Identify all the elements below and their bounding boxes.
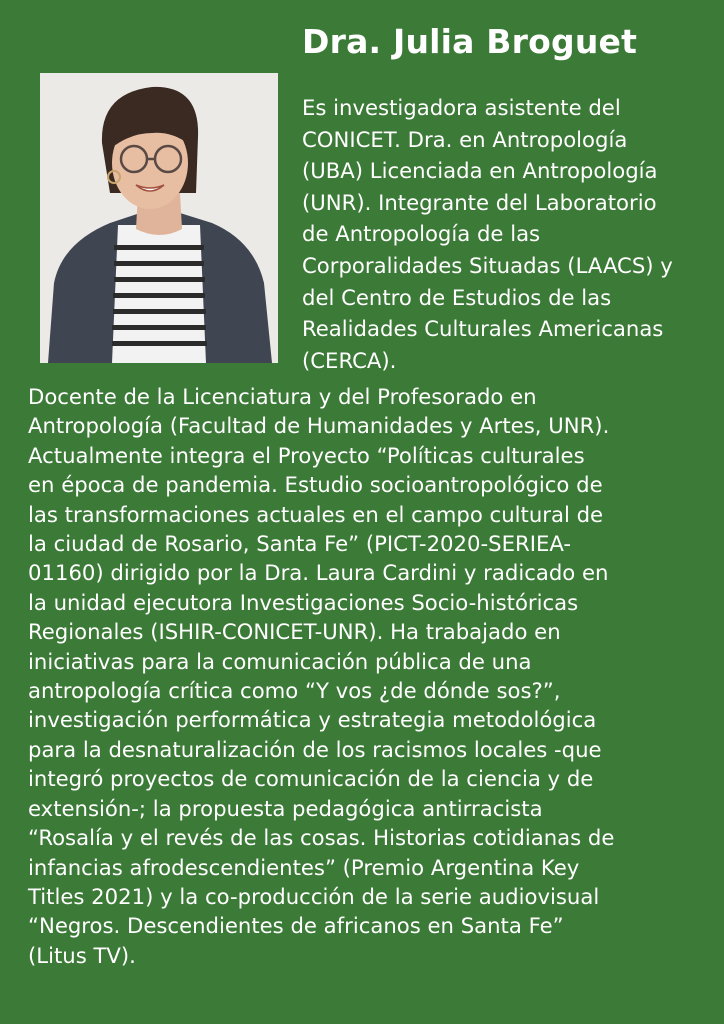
bio-intro-line: (UNR). Integrante del Laboratorio (302, 189, 657, 215)
bio-main-line: integró proyectos de comunicación de la ciencia y de (28, 766, 594, 792)
bio-intro-line: CONICET. Dra. en Antropología (302, 126, 628, 152)
bio-main-line: extensión-; la propuesta pedagógica antirracista (28, 795, 543, 821)
bio-main-line: Regionales (ISHIR-CONICET-UNR). Ha trabajado en (28, 619, 561, 645)
bio-main-line: investigación performática y estrategia metodológica (28, 707, 597, 733)
bio-main-line: Antropología (Facultad de Humanidades y Artes, UNR). (28, 413, 610, 439)
bio-main-line: la ciudad de Rosario, Santa Fe” (PICT-2020-SERIEA- (28, 531, 572, 557)
bio-main-line: Actualmente integra el Proyecto “Políticas culturales (28, 442, 585, 468)
portrait-photo (40, 73, 278, 363)
portrait-illustration (40, 73, 278, 363)
bio-main-line: Docente de la Licenciatura y del Profesorado en (28, 384, 537, 409)
bio-main-line: en época de pandemia. Estudio socioantropológico de (28, 472, 603, 498)
page-title: Dra. Julia Broguet (302, 22, 638, 61)
bio-main-line: la unidad ejecutora Investigaciones Socio-históricas (28, 589, 579, 615)
bio-main-line: infancias afrodescendientes” (Premio Argentina Key (28, 854, 580, 880)
bio-main-line: Titles 2021) y la co-producción de la serie audiovisual (28, 883, 600, 909)
bio-main-line: las transformaciones actuales en el campo cultural de (28, 501, 604, 527)
bio-intro-line: (UBA) Licenciada en Antropología (302, 158, 658, 184)
bio-intro-line: Es investigadora asistente del (302, 95, 621, 120)
bio-main-line: iniciativas para la comunicación pública de una (28, 648, 532, 674)
bio-main-line: (Litus TV). (28, 942, 136, 968)
bio-main-line: “Negros. Descendientes de africanos en Santa Fe” (28, 913, 564, 939)
bio-intro-line: Realidades Culturales Americanas (302, 316, 664, 342)
bio-intro (302, 92, 712, 376)
bio-main-line: para la desnaturalización de los racismos locales -que (28, 736, 602, 762)
bio-main (28, 382, 718, 970)
bio-intro-line: del Centro de Estudios de las (302, 284, 612, 310)
bio-intro-line: de Antropología de las (302, 221, 541, 247)
bio-intro-line: Corporalidades Situadas (LAACS) y (302, 252, 673, 278)
bio-intro-line: (CERCA). (302, 347, 397, 373)
bio-main-line: antropología crítica como “Y vos ¿de dónde sos?”, (28, 678, 561, 704)
bio-main-line: “Rosalía y el revés de las cosas. Historias cotidianas de (28, 825, 615, 851)
bio-main-line: 01160) dirigido por la Dra. Laura Cardini y radicado en (28, 560, 609, 586)
